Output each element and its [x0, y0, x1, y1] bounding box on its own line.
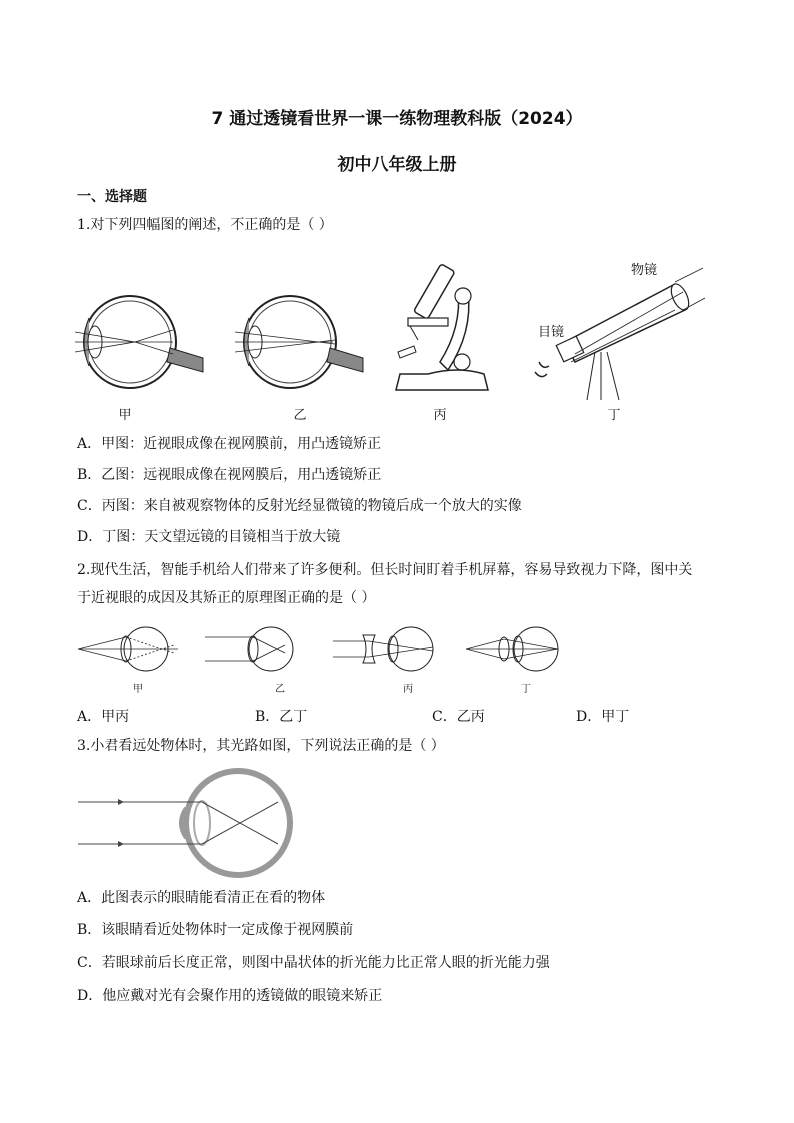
q1-caption-ding: 丁 [607, 408, 621, 423]
q1-figure-yi [235, 290, 365, 400]
q1-option-d[interactable]: D．丁图：天文望远镜的目镜相当于放大镜 [77, 529, 341, 545]
q1-caption-bing: 丙 [433, 408, 447, 423]
q1-figure-jia [75, 290, 205, 400]
q2-caption-ding: 丁 [521, 684, 531, 695]
q1-label-objective: 物镜 [631, 263, 658, 278]
q1-caption-yi: 乙 [293, 408, 307, 423]
document-subtitle: 初中八年级上册 [337, 155, 457, 175]
q1-label-eyepiece: 目镜 [538, 325, 565, 340]
q2-option-d[interactable]: D．甲丁 [576, 709, 630, 725]
section-heading: 一、选择题 [77, 189, 147, 205]
q3-option-c[interactable]: C．若眼球前后长度正常，则图中晶状体的折光能力比正常人眼的折光能力强 [77, 955, 550, 971]
q2-caption-yi: 乙 [275, 684, 285, 695]
q2-stem-line2: 于近视眼的成因及其矫正的原理图正确的是（ ） [77, 590, 376, 606]
q2-figure-bing [333, 625, 443, 677]
q2-option-a[interactable]: A．甲丙 [77, 709, 130, 725]
q1-option-b[interactable]: B．乙图：远视眼成像在视网膜后，用凸透镜矫正 [77, 467, 382, 483]
q1-option-c[interactable]: C．丙图：来自被观察物体的反射光经显微镜的物镜后成一个放大的实像 [77, 498, 522, 514]
q1-option-a[interactable]: A．甲图：近视眼成像在视网膜前，用凸透镜矫正 [77, 436, 382, 452]
q1-stem: 1.对下列四幅图的阐述，不正确的是（ ） [77, 217, 333, 233]
q2-stem-line1: 2.现代生活，智能手机给人们带来了许多便利。但长时间盯着手机屏幕，容易导致视力下降，图中关 [77, 562, 693, 578]
q3-option-d[interactable]: D．他应戴对光有会聚作用的透镜做的眼镜来矫正 [77, 988, 383, 1004]
q2-option-c[interactable]: C．乙丙 [432, 709, 485, 725]
document-title: 7 通过透镜看世界一课一练物理教科版（2024） [211, 109, 583, 129]
q3-option-a[interactable]: A．此图表示的眼睛能看清正在看的物体 [77, 890, 326, 906]
q1-figure-bing-microscope [388, 262, 498, 397]
q3-stem: 3.小君看远处物体时，其光路如图，下列说法正确的是（ ） [77, 738, 445, 754]
q1-caption-jia: 甲 [118, 408, 132, 423]
q2-option-b[interactable]: B．乙丁 [255, 709, 308, 725]
q2-caption-jia: 甲 [133, 684, 143, 695]
q2-figure-ding [466, 625, 576, 677]
q3-figure-eye [78, 768, 298, 878]
q2-figure-jia [78, 625, 188, 677]
q2-caption-bing: 丙 [403, 684, 413, 695]
q2-figure-yi [205, 625, 305, 677]
q3-option-b[interactable]: B．该眼睛看近处物体时一定成像于视网膜前 [77, 922, 354, 938]
